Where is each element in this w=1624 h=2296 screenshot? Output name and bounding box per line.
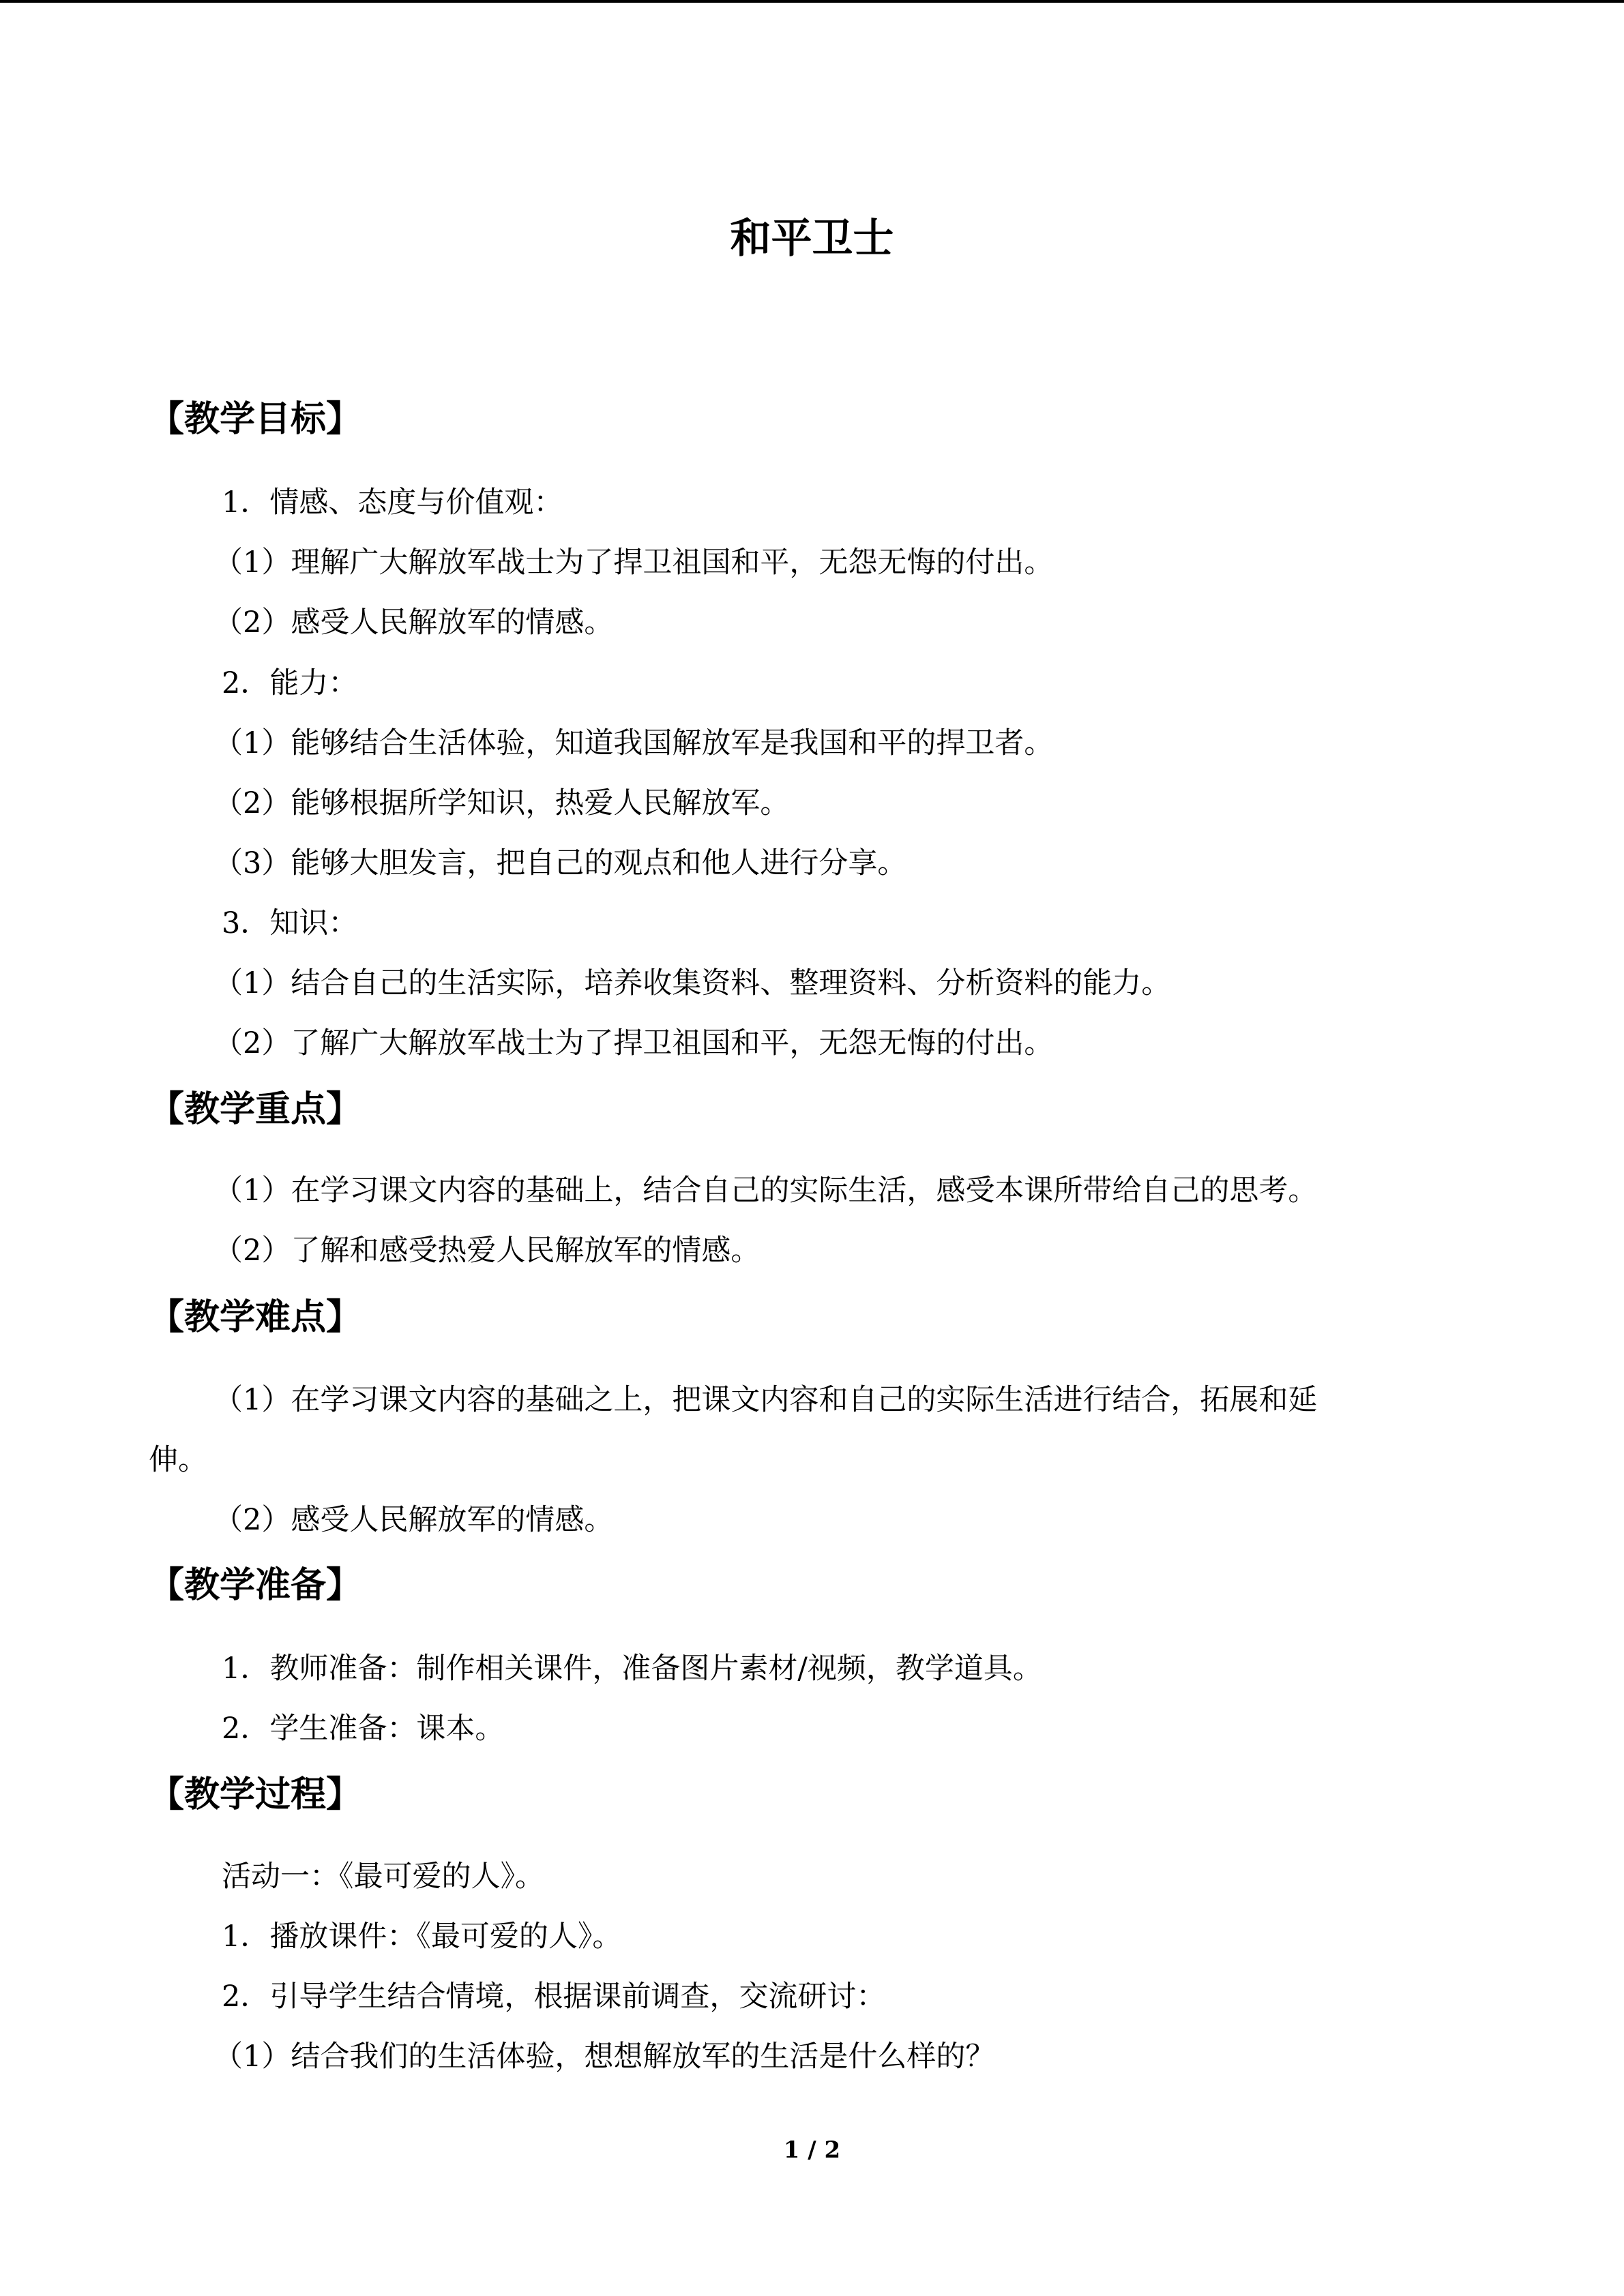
- preparation-line: 1．教师准备：制作相关课件，准备图片素材/视频，教学道具。: [222, 1652, 1042, 1686]
- difficulties-line: （2）感受人民解放军的情感。: [213, 1503, 614, 1537]
- objectives-line: 1．情感、态度与价值观：: [222, 486, 563, 520]
- difficulties-line: （1）在学习课文内容的基础之上，把课文内容和自己的实际生活进行结合，拓展和延: [213, 1383, 1318, 1417]
- objectives-line: （2）了解广大解放军战士为了捍卫祖国和平，无怨无悔的付出。: [213, 1026, 1054, 1060]
- section-heading-difficulties: 【教学难点】: [149, 1297, 362, 1338]
- section-heading-preparation: 【教学准备】: [149, 1565, 362, 1606]
- section-heading-process: 【教学过程】: [149, 1774, 362, 1815]
- process-line: 活动一：《最可爱的人》。: [222, 1860, 544, 1894]
- section-heading-objectives: 【教学目标】: [149, 399, 362, 440]
- objectives-line: （1）结合自己的生活实际，培养收集资料、整理资料、分析资料的能力。: [213, 966, 1171, 1000]
- objectives-line: （2）感受人民解放军的情感。: [213, 606, 614, 640]
- process-line: 1．播放课件：《最可爱的人》。: [222, 1920, 622, 1954]
- page-title: 和平卫士: [730, 215, 894, 263]
- key-points-line: （2）了解和感受热爱人民解放军的情感。: [213, 1234, 761, 1268]
- objectives-line: 3．知识：: [222, 906, 358, 940]
- top-border-rule: [0, 0, 1624, 3]
- objectives-line: （1）理解广大解放军战士为了捍卫祖国和平，无怨无悔的付出。: [213, 546, 1054, 580]
- objectives-line: （2）能够根据所学知识，热爱人民解放军。: [213, 786, 790, 820]
- difficulties-line: 伸。: [149, 1443, 207, 1477]
- objectives-line: （3）能够大胆发言，把自己的观点和他人进行分享。: [213, 846, 907, 880]
- objectives-line: 2．能力：: [222, 666, 358, 700]
- key-points-line: （1）在学习课文内容的基础上，结合自己的实际生活，感受本课所带给自己的思考。: [213, 1174, 1318, 1208]
- process-line: （1）结合我们的生活体验，想想解放军的生活是什么样的？: [213, 2040, 995, 2074]
- objectives-line: （1）能够结合生活体验，知道我国解放军是我国和平的捍卫者。: [213, 726, 1054, 760]
- preparation-line: 2．学生准备：课本。: [222, 1712, 505, 1746]
- page-number: 1 / 2: [783, 2136, 841, 2164]
- process-line: 2．引导学生结合情境，根据课前调查，交流研讨：: [222, 1980, 886, 2014]
- section-heading-key-points: 【教学重点】: [149, 1089, 362, 1130]
